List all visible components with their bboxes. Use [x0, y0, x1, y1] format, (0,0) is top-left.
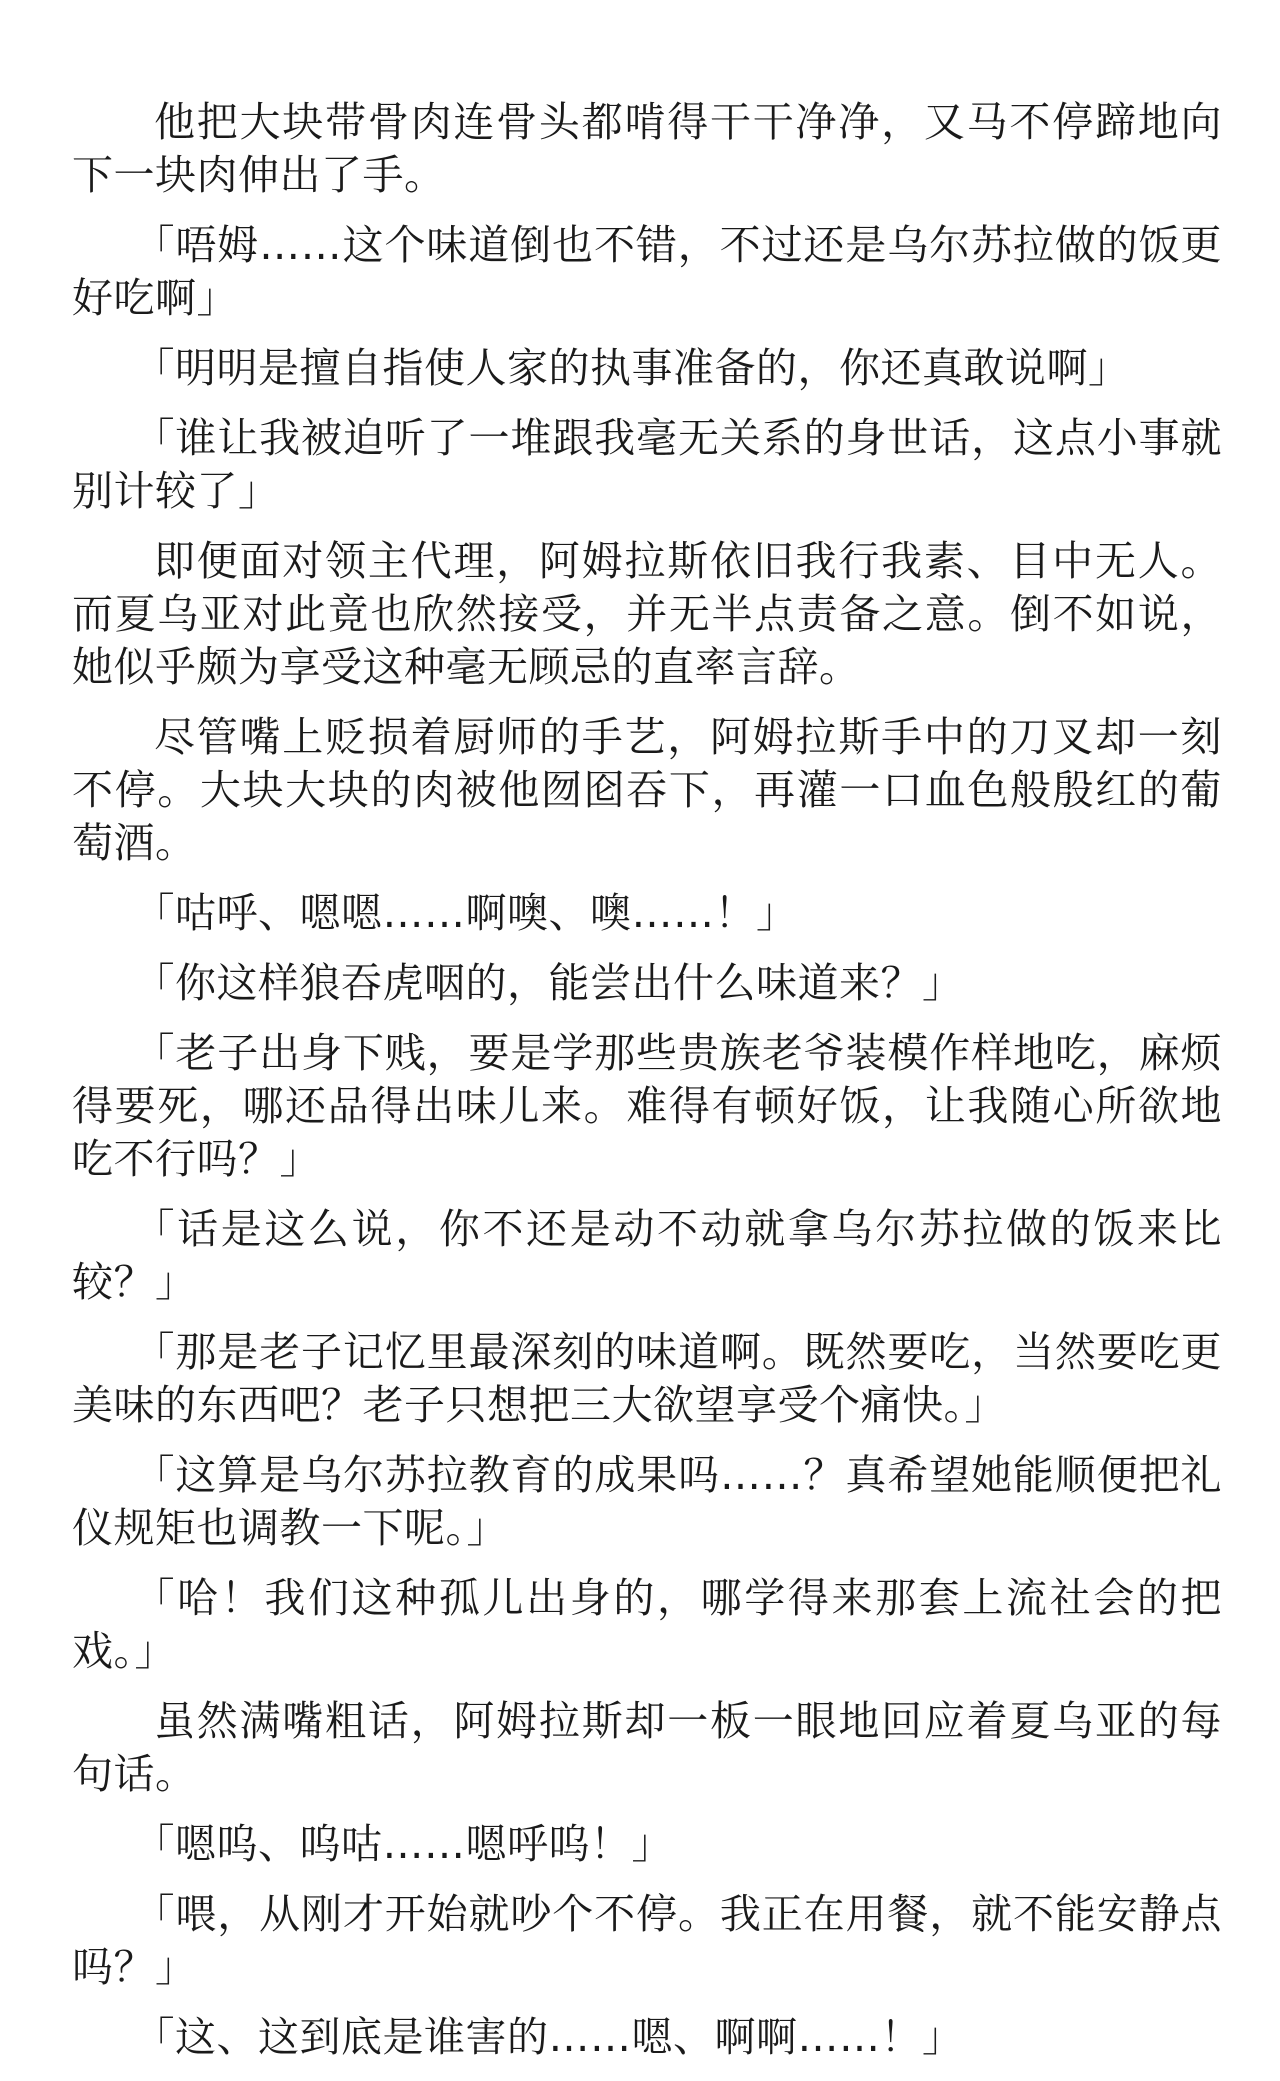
- paragraph-11: 「那是老子记忆里最深刻的味道啊。既然要吃，当然要吃更美味的东西吧？老子只想把三大欲望享受个痛快。」: [72, 1328, 1222, 1429]
- paragraph-2: 「唔姆……这个味道倒也不错，不过还是乌尔苏拉做的饭更好吃啊」: [72, 221, 1222, 322]
- paragraph-15: 「嗯呜、呜咕……嗯呼呜！」: [133, 1820, 673, 1868]
- paragraph-12: 「这算是乌尔苏拉教育的成果吗……？真希望她能顺便把礼仪规矩也调教一下呢。」: [72, 1451, 1222, 1552]
- document-page: [72, 96, 1222, 2081]
- paragraph-7: 「咕呼、嗯嗯……啊噢、噢……！」: [133, 889, 798, 937]
- paragraph-5: 即便面对领主代理，阿姆拉斯依旧我行我素、目中无人。而夏乌亚对此竟也欣然接受，并无半点责备之意。倒不如说，她似乎颇为享受这种毫无顾忌的直率言辞。: [72, 537, 1222, 691]
- paragraph-17: 「这、这到底是谁害的……嗯、啊啊……！」: [133, 2013, 964, 2061]
- paragraph-1: 他把大块带骨肉连骨头都啃得干干净净，又马不停蹄地向下一块肉伸出了手。: [72, 98, 1222, 199]
- paragraph-8: 「你这样狼吞虎咽的，能尝出什么味道来？」: [133, 959, 964, 1007]
- paragraph-4: 「谁让我被迫听了一堆跟我毫无关系的身世话，这点小事就别计较了」: [72, 414, 1222, 515]
- paragraph-9: 「老子出身下贱，要是学那些贵族老爷装模作样地吃，麻烦得要死，哪还品得出味儿来。难得有顿好饭，让我随心所欲地吃不行吗？」: [72, 1029, 1222, 1183]
- paragraph-16: 「喂，从刚才开始就吵个不停。我正在用餐，就不能安静点吗？」: [72, 1890, 1222, 1991]
- paragraph-10: 「话是这么说，你不还是动不动就拿乌尔苏拉做的饭来比较？」: [72, 1205, 1222, 1306]
- paragraph-3: 「明明是擅自指使人家的执事准备的，你还真敢说啊」: [133, 344, 1130, 392]
- paragraph-14: 虽然满嘴粗话，阿姆拉斯却一板一眼地回应着夏乌亚的每句话。: [72, 1697, 1222, 1798]
- paragraph-13: 「哈！我们这种孤儿出身的，哪学得来那套上流社会的把戏。」: [72, 1574, 1222, 1675]
- paragraph-6: 尽管嘴上贬损着厨师的手艺，阿姆拉斯手中的刀叉却一刻不停。大块大块的肉被他囫囵吞下，再灌一口血色般殷红的葡萄酒。: [72, 713, 1222, 867]
